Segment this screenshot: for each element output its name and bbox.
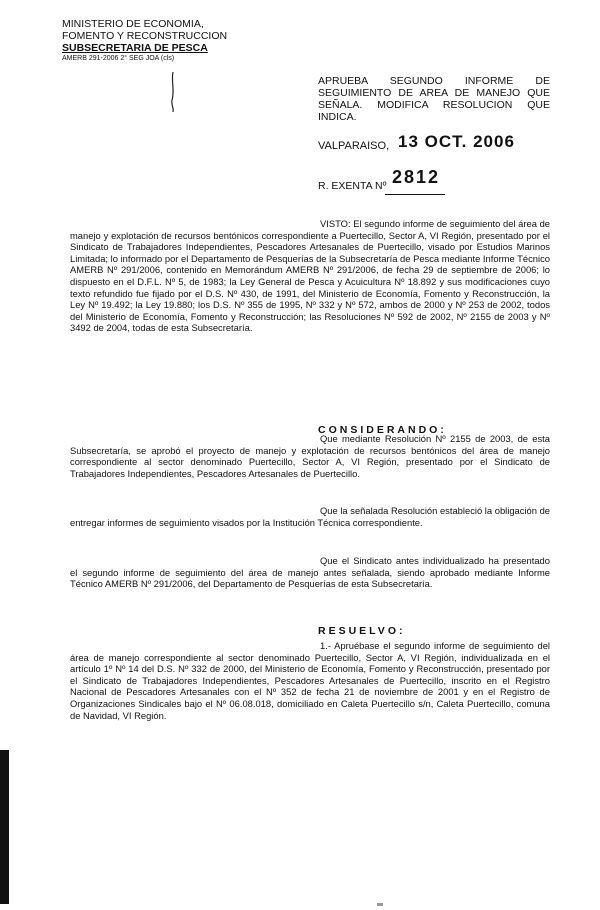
exenta-label: R. EXENTA Nº	[318, 180, 387, 192]
ministry-line-2: FOMENTO Y RECONSTRUCCION	[62, 30, 228, 42]
number-underline	[385, 194, 445, 195]
scan-edge-shadow	[0, 750, 9, 904]
letterhead	[62, 18, 227, 63]
visto-text: VISTO: El segundo informe de seguimiento del área de manejo y explotación de recursos bentónicos correspondiente a Puertecillo, Sector A, VI Región, presentado por el Sindicato de Trabajadores Independientes, Pescadores Artesanales de Puertecillo, visado por Estudios Marinos Limitada; lo informado por el Departamento de Pesquerías de la Subsecretaría de Pesca mediante Informe Técnico AMERB Nº 291/2006, contenido en Memorándum AMERB Nº 291/2006, de fecha 29 de septiembre de 2006; lo dispuesto en el D.F.L. Nº 5, de 1983; la Ley General de Pesca y Acuicultura Nº 18.892 y sus modificaciones cuyo texto refundido fue fijado por el D.S. Nº 430, de 1991, del Ministerio de Economía, Fomento y Reconstrucción, la Ley Nº 19.492; la Ley 19.880; los D.S. Nº 355 de 1995, Nº 332 y Nº 572, ambos de 2000 y Nº 253 de 2002, todos del Ministerio de Economía, Fomento y Reconstrucción; las Resoluciones Nº 592 de 2002, Nº 2155 de 2003 y Nº 3492 de 2004, todas de esta Subsecretaría.	[70, 218, 550, 334]
ministry-line-1: MINISTERIO DE ECONOMIA,	[62, 18, 204, 30]
document-subject: APRUEBA SEGUNDO INFORME DE SEGUIMIENTO DE AREA DE MANEJO QUE SEÑALA. MODIFICA RESOLUCION QUE INDICA.	[318, 75, 550, 123]
exenta-number: 2812	[392, 167, 441, 187]
date-stamp: 13 OCT. 2006	[398, 132, 515, 151]
considerando-paragraph-1: Que mediante Resolución Nº 2155 de 2003, de esta Subsecretaría, se aprobó el proyecto de manejo y explotación de recursos bentónicos del área de manejo correspondiente al sector denominado Puertecillo, Sector A, VI Región, presentado por el Sindicato de Trabajadores Independientes, Pescadores Artesanales de Puertecillo.	[70, 433, 550, 479]
reference-code: AMERB 291-2006 2° SEG JOA (cls)	[62, 55, 175, 62]
scan-mark	[377, 903, 383, 906]
considerando-heading: CONSIDERANDO:	[318, 424, 447, 436]
place-label: VALPARAISO,	[318, 140, 390, 152]
considerando-paragraph-2: Que la señalada Resolución estableció la obligación de entregar informes de seguimiento visados por la Institución Técnica correspondiente.	[70, 505, 550, 528]
visto-paragraph	[70, 218, 550, 334]
subsecretaria-line: SUBSECRETARIA DE PESCA	[62, 42, 208, 54]
resuelvo-paragraph-1: 1.- Apruébase el segundo informe de seguimiento del área de manejo correspondiente al sector denominado Puertecillo, Sector A, VI Región, individualizada en el artículo 1º Nº 14 del D.S. Nº 332 de 2000, del Ministerio de Economía, Fomento y Reconstrucción, presentado por el Sindicato de Trabajadores Independientes, Pescadores Artesanales de Puertecillo, inscrito en el Registro Nacional de Pescadores Artesanales con el Nº 352 de fecha 21 de noviembre de 2001 y en el Registro de Organizaciones Sindicales bajo el Nº 06.08.018, domiciliado en Caleta Puertecillo s/n, Caleta Puertecillo, comuna de Navidad, VI Región.	[70, 640, 550, 721]
considerando-paragraph-3: Que el Sindicato antes individualizado ha presentado el segundo informe de seguimiento del área de manejo antes señalada, siendo aprobado mediante Informe Técnico AMERB Nº 291/2006, del Departamento de Pesquerías de esta Subsecretaría.	[70, 555, 550, 590]
signature-mark-icon	[168, 72, 178, 112]
resuelvo-heading: RESUELVO:	[318, 625, 406, 637]
